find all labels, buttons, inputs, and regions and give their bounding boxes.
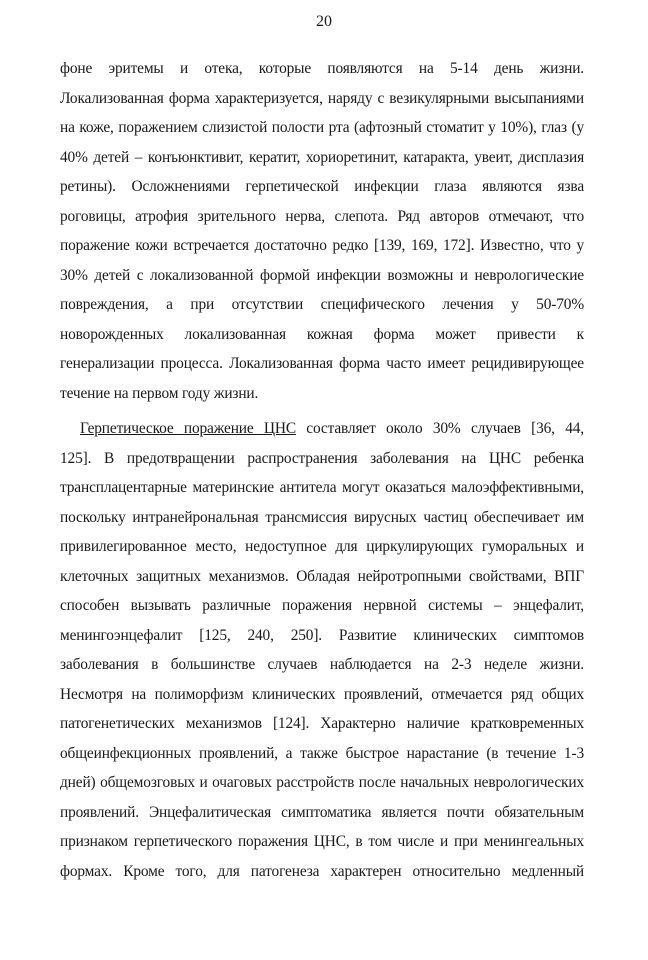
text-line: Несмотря на полиморфизм клинических проявлений, отмечается ряд общих [60,685,584,703]
text-line: ретины). Осложнениями герпетической инфекции глаза являются язва [60,178,584,195]
paragraph [60,54,584,408]
text-line: на коже, поражением слизистой полости рта (афтозный стоматит у 10%), глаз (у [60,119,584,136]
text-line: привилегированное место, недоступное для циркулирующих гуморальных и [60,538,584,555]
text-line: 40% детей – конъюнктивит, кератит, хориоретинит, катаракта, увеит, дисплазия [60,148,584,166]
text-line: роговицы, атрофия зрительного нерва, слепота. Ряд авторов отмечают, что [60,207,584,225]
text-line: трансплацентарные материнские антитела могут оказаться малоэффективными, [60,479,584,496]
text-fragment: составляет около 30% случаев [36, 44, [295,420,585,437]
text-line: формах. Кроме того, для патогенеза характерен относительно медленный [60,862,584,880]
section-term: Герпетическое поражение ЦНС [80,420,296,437]
text-line: дней) общемозговых и очаговых расстройств после начальных неврологических [60,774,584,791]
text-line: фоне эритемы и отека, которые появляются на 5-14 день жизни. [60,60,584,77]
text-line: повреждения, а при отсутствии специфического лечения у 50-70% [60,296,584,313]
text-line: генерализации процесса. Локализованная форма часто имеет рецидивирующее [60,355,584,372]
text-line: общеинфекционных проявлений, а также быстрое нарастание (в течение 1-3 [60,744,584,762]
text-line: признаком герпетического поражения ЦНС, в том числе и при менингеальных [60,833,584,850]
text-line: течение на первом году жизни. [60,384,259,402]
text-line: поражение кожи встречается достаточно редко [139, 169, 172]. Известно, что у [60,237,584,254]
text-line: способен вызывать различные поражения нервной системы – энцефалит, [60,597,584,614]
page-body [60,54,584,886]
text-line: 30% детей с локализованной формой инфекции возможны и неврологические [60,266,584,284]
text-line: проявлений. Энцефалитическая симптоматика является почти обязательным [60,803,584,821]
page-number: 20 [316,13,332,30]
text-line: новорожденных локализованная кожная форма может привести к [60,325,584,343]
text-line: заболевания в большинстве случаев наблюдается на 2-3 неделе жизни. [60,656,584,673]
text-line [60,414,584,444]
text-line: 125]. В предотвращении распространения заболевания на ЦНС ребенка [60,449,584,467]
text-line: Локализованная форма характеризуется, наряду с везикулярными высыпаниями [60,89,584,107]
text-line: менингоэнцефалит [125, 240, 250]. Развитие клинических симптомов [60,626,584,644]
paragraph [60,414,584,886]
text-line: клеточных защитных механизмов. Обладая нейротропными свойствами, ВПГ [60,567,584,585]
text-line: патогенетических механизмов [124]. Характерно наличие кратковременных [60,715,584,732]
text-line: поскольку интранейрональная трансмиссия вирусных частиц обеспечивает им [60,508,584,526]
